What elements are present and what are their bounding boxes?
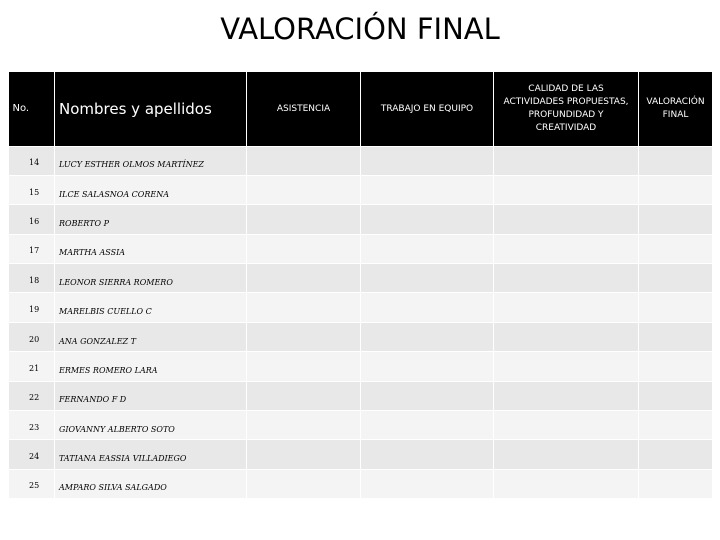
row-number: 24 [9, 440, 55, 469]
header-valoracion-final: VALORACIÓN FINAL [639, 72, 713, 146]
header-trabajo-en-equipo: TRABAJO EN EQUIPO [361, 72, 494, 146]
asistencia-cell[interactable] [247, 264, 361, 293]
table-row [9, 322, 713, 351]
table-row [9, 352, 713, 381]
student-name: ROBERTO P [55, 205, 247, 234]
asistencia-cell[interactable] [247, 293, 361, 322]
calidad-cell[interactable] [494, 146, 639, 175]
trabajo-cell[interactable] [361, 469, 494, 498]
table-row [9, 264, 713, 293]
student-name: AMPARO SILVA SALGADO [55, 469, 247, 498]
calidad-cell[interactable] [494, 205, 639, 234]
trabajo-cell[interactable] [361, 175, 494, 204]
table-row [9, 234, 713, 263]
calidad-cell[interactable] [494, 234, 639, 263]
row-number: 23 [9, 411, 55, 440]
calidad-cell[interactable] [494, 411, 639, 440]
calidad-cell[interactable] [494, 352, 639, 381]
student-name: TATIANA EASSIA VILLADIEGO [55, 440, 247, 469]
valoracion-cell[interactable] [639, 322, 713, 351]
table-row [9, 440, 713, 469]
trabajo-cell[interactable] [361, 234, 494, 263]
student-name: LUCY ESTHER OLMOS MARTÍNEZ [55, 146, 247, 175]
valoracion-cell[interactable] [639, 264, 713, 293]
asistencia-cell[interactable] [247, 381, 361, 410]
valoracion-cell[interactable] [639, 352, 713, 381]
row-number: 14 [9, 146, 55, 175]
student-name: MARTHA ASSIA [55, 234, 247, 263]
valoracion-cell[interactable] [639, 411, 713, 440]
asistencia-cell[interactable] [247, 175, 361, 204]
row-number: 17 [9, 234, 55, 263]
asistencia-cell[interactable] [247, 352, 361, 381]
table-row [9, 146, 713, 175]
calidad-cell[interactable] [494, 322, 639, 351]
student-name: GIOVANNY ALBERTO SOTO [55, 411, 247, 440]
asistencia-cell[interactable] [247, 234, 361, 263]
trabajo-cell[interactable] [361, 381, 494, 410]
student-name: MARELBIS CUELLO C [55, 293, 247, 322]
student-name: LEONOR SIERRA ROMERO [55, 264, 247, 293]
calidad-cell[interactable] [494, 440, 639, 469]
trabajo-cell[interactable] [361, 440, 494, 469]
row-number: 19 [9, 293, 55, 322]
student-name: FERNANDO F D [55, 381, 247, 410]
student-name: ERMES ROMERO LARA [55, 352, 247, 381]
header-name: Nombres y apellidos [55, 72, 247, 146]
trabajo-cell[interactable] [361, 352, 494, 381]
trabajo-cell[interactable] [361, 322, 494, 351]
valoracion-cell[interactable] [639, 175, 713, 204]
row-number: 22 [9, 381, 55, 410]
table-row [9, 469, 713, 498]
header-row [9, 72, 713, 146]
valoracion-cell[interactable] [639, 469, 713, 498]
row-number: 18 [9, 264, 55, 293]
grades-table [8, 72, 713, 499]
asistencia-cell[interactable] [247, 205, 361, 234]
valoracion-cell[interactable] [639, 146, 713, 175]
header-no: No. [9, 72, 55, 146]
row-number: 21 [9, 352, 55, 381]
calidad-cell[interactable] [494, 175, 639, 204]
table-row [9, 381, 713, 410]
valoracion-cell[interactable] [639, 440, 713, 469]
asistencia-cell[interactable] [247, 322, 361, 351]
trabajo-cell[interactable] [361, 411, 494, 440]
row-number: 25 [9, 469, 55, 498]
row-number: 20 [9, 322, 55, 351]
trabajo-cell[interactable] [361, 293, 494, 322]
calidad-cell[interactable] [494, 293, 639, 322]
student-name: ILCE SALASNOA CORENA [55, 175, 247, 204]
trabajo-cell[interactable] [361, 264, 494, 293]
table-row [9, 411, 713, 440]
table-row [9, 293, 713, 322]
asistencia-cell[interactable] [247, 411, 361, 440]
trabajo-cell[interactable] [361, 205, 494, 234]
valoracion-cell[interactable] [639, 293, 713, 322]
valoracion-cell[interactable] [639, 234, 713, 263]
valoracion-cell[interactable] [639, 205, 713, 234]
header-calidad: CALIDAD DE LAS ACTIVIDADES PROPUESTAS, PROFUNDIDAD Y CREATIVIDAD [494, 72, 639, 146]
page-title: VALORACIÓN FINAL [220, 12, 500, 46]
table-row [9, 175, 713, 204]
student-name: ANA GONZALEZ T [55, 322, 247, 351]
asistencia-cell[interactable] [247, 146, 361, 175]
asistencia-cell[interactable] [247, 440, 361, 469]
trabajo-cell[interactable] [361, 146, 494, 175]
valoracion-cell[interactable] [639, 381, 713, 410]
calidad-cell[interactable] [494, 264, 639, 293]
row-number: 15 [9, 175, 55, 204]
header-asistencia: ASISTENCIA [247, 72, 361, 146]
calidad-cell[interactable] [494, 381, 639, 410]
row-number: 16 [9, 205, 55, 234]
table-row [9, 205, 713, 234]
asistencia-cell[interactable] [247, 469, 361, 498]
calidad-cell[interactable] [494, 469, 639, 498]
